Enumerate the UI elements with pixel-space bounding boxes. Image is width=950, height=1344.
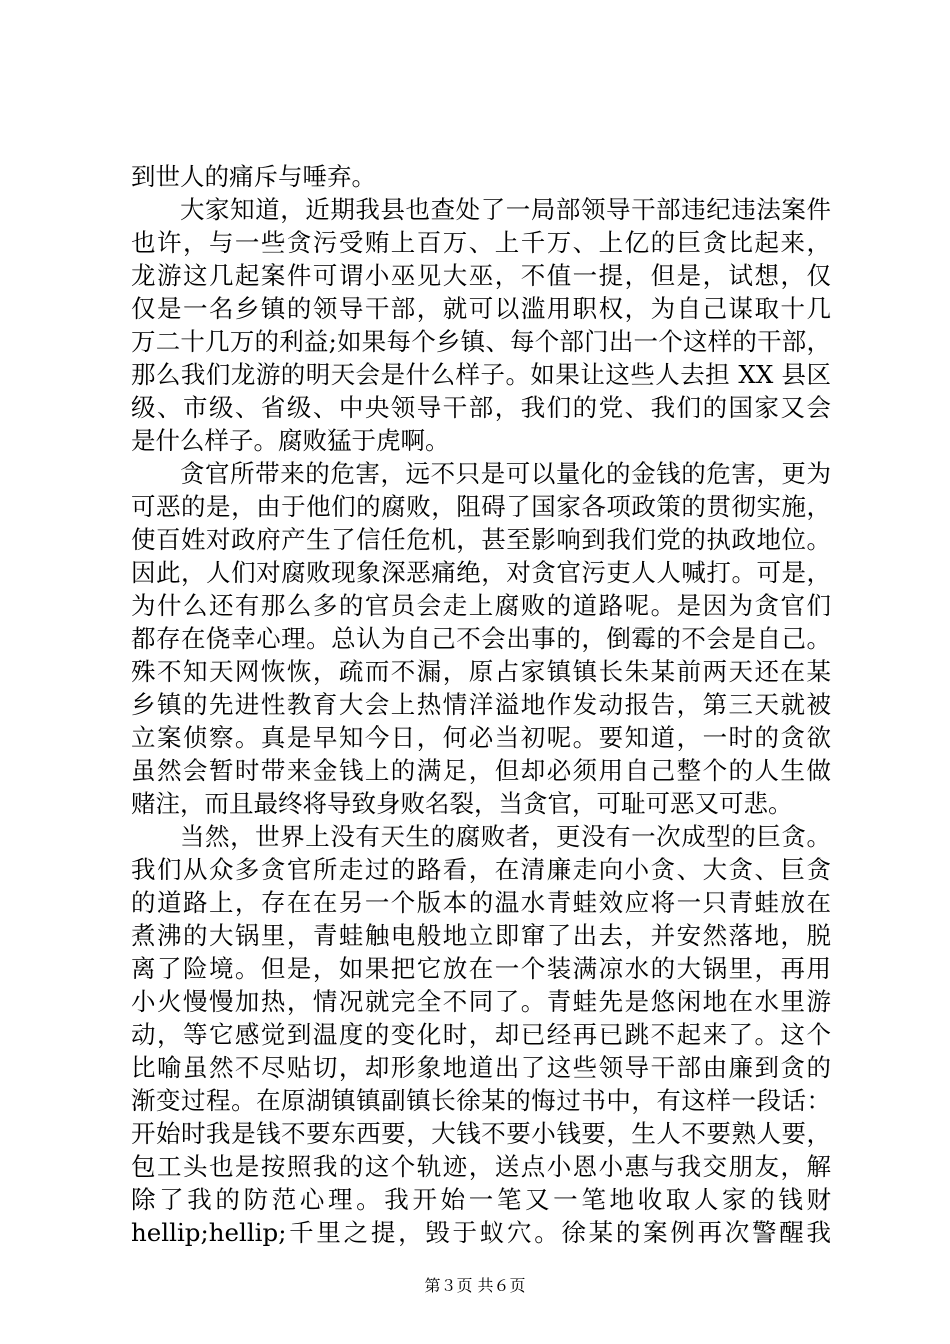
text-line: 龙游这几起案件可谓小巫见大巫，不值一提，但是，试想，仅 xyxy=(131,261,831,290)
text-line: 万二十几万的利益;如果每个乡镇、每个部门出一个这样的干部， xyxy=(131,327,831,356)
paragraph-first-line: 当然，世界上没有天生的腐败者，更没有一次成型的巨贪。 xyxy=(180,822,831,851)
text-line: 赌注，而且最终将导致身败名裂，当贪官，可耻可恶又可悲。 xyxy=(131,789,793,818)
text-line: 那么我们龙游的明天会是什么样子。如果让这些人去担 XX 县区 xyxy=(131,360,831,389)
text-line: 的道路上，存在在另一个版本的温水青蛙效应将一只青蛙放在 xyxy=(131,888,831,917)
text-line: 包工头也是按照我的这个轨迹，送点小恩小惠与我交朋友，解 xyxy=(131,1152,831,1181)
text-line: 级、市级、省级、中央领导干部，我们的党、我们的国家又会 xyxy=(131,393,831,422)
text-line: 煮沸的大锅里，青蛙触电般地立即窜了出去，并安然落地，脱 xyxy=(131,921,831,950)
text-line: 渐变过程。在原湖镇镇副镇长徐某的悔过书中，有这样一段话： xyxy=(131,1086,831,1115)
text-line: 动，等它感觉到温度的变化时，却已经再已跳不起来了。这个 xyxy=(131,1020,831,1049)
text-line: 比喻虽然不尽贴切，却形象地道出了这些领导干部由廉到贪的 xyxy=(131,1053,831,1082)
page-number-footer: 第３页 共６页 xyxy=(424,1276,526,1295)
text-line: 是什么样子。腐败猛于虎啊。 xyxy=(131,426,450,455)
text-line: 仅是一名乡镇的领导干部，就可以滥用职权，为自己谋取十几 xyxy=(131,294,831,323)
paragraph-first-line: 大家知道，近期我县也查处了一局部领导干部违纪违法案件 xyxy=(180,195,831,224)
document-body xyxy=(131,160,831,1249)
text-line: 除了我的防范心理。我开始一笔又一笔地收取人家的钱财 xyxy=(131,1185,831,1214)
text-line: 开始时我是钱不要东西要，大钱不要小钱要，生人不要熟人要， xyxy=(131,1119,831,1148)
text-line: 使百姓对政府产生了信任危机，甚至影响到我们党的执政地位。 xyxy=(131,525,831,554)
paragraph-first-line: 贪官所带来的危害，远不只是可以量化的金钱的危害，更为 xyxy=(180,459,831,488)
text-line: 到世人的痛斥与唾弃。 xyxy=(131,162,376,191)
text-line: 我们从众多贪官所走过的路看，在清廉走向小贪、大贪、巨贪 xyxy=(131,855,831,884)
text-line: hellip;hellip;千里之提，毁于蚁穴。徐某的案例再次警醒我 xyxy=(131,1218,831,1247)
text-line: 也许，与一些贪污受贿上百万、上千万、上亿的巨贪比起来， xyxy=(131,228,831,257)
text-line: 乡镇的先进性教育大会上热情洋溢地作发动报告，第三天就被 xyxy=(131,690,831,719)
text-line: 都存在侥幸心理。总认为自己不会出事的，倒霉的不会是自己。 xyxy=(131,624,831,653)
text-line: 小火慢慢加热，情况就完全不同了。青蛙先是悠闲地在水里游 xyxy=(131,987,831,1016)
text-line: 可恶的是，由于他们的腐败，阻碍了国家各项政策的贯彻实施， xyxy=(131,492,831,521)
text-line: 殊不知天网恢恢，疏而不漏，原占家镇镇长朱某前两天还在某 xyxy=(131,657,831,686)
text-line: 立案侦察。真是早知今日，何必当初呢。要知道，一时的贪欲 xyxy=(131,723,831,752)
text-line: 离了险境。但是，如果把它放在一个装满凉水的大锅里，再用 xyxy=(131,954,831,983)
text-line: 因此，人们对腐败现象深恶痛绝，对贪官污吏人人喊打。可是， xyxy=(131,558,831,587)
text-line: 为什么还有那么多的官员会走上腐败的道路呢。是因为贪官们 xyxy=(131,591,831,620)
text-line: 虽然会暂时带来金钱上的满足，但却必须用自己整个的人生做 xyxy=(131,756,831,785)
